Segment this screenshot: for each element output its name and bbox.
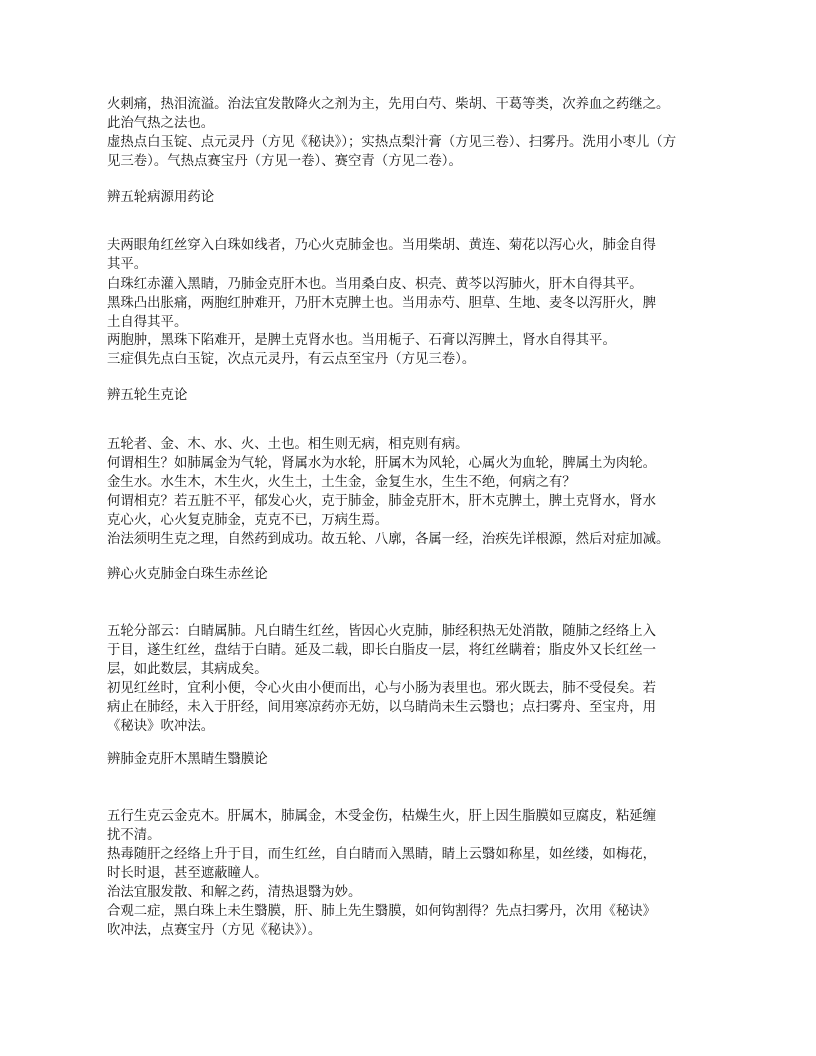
heading-text: 辨五轮生克论 <box>107 388 188 403</box>
text-line: 何谓相生？如肺属金为气轮，肾属水为水轮，肝属木为风轮，心属火为血轮，脾属土为肉轮。 <box>107 456 657 471</box>
paragraph <box>107 294 656 332</box>
heading-text: 辨肺金克肝木黑睛生翳膜论 <box>107 752 268 767</box>
text-line: 治法须明生克之理，自然药到成功。故五轮、八廓，各属一经，治疾先详根源，然后对症加减。 <box>107 532 670 547</box>
section-heading <box>107 188 214 207</box>
paragraph <box>107 530 669 549</box>
text-line: 虚热点白玉锭、点元灵丹（方见《秘诀》）；实热点梨汁膏（方见三卷）、扫雾丹。洗用小枣儿（方 <box>107 135 677 150</box>
section-heading <box>107 750 268 769</box>
text-line: 吹冲法，点赛宝丹（方见《秘诀》）。 <box>107 923 322 938</box>
text-line: 五行生克云金克木。肝属木，肺属金，木受金伤，枯燥生火，肝上因生脂膜如豆腐皮，粘延缠 <box>107 809 657 824</box>
text-line: 三症俱先点白玉锭，次点元灵丹，有云点至宝丹（方见三卷）。 <box>107 352 476 367</box>
text-line: 五轮者、金、木、水、火、土也。相生则无病，相克则有病。 <box>107 437 469 452</box>
paragraph <box>107 473 576 492</box>
text-line: 夫两眼角红丝穿入白珠如线者，乃心火克肺金也。当用柴胡、黄连、菊花以泻心火，肺金自得 <box>107 238 657 253</box>
heading-text: 辨五轮病源用药论 <box>107 190 215 205</box>
text-line: 《秘诀》吹冲法。 <box>107 719 215 734</box>
text-line: 火刺痛，热泪流溢。治法宜发散降火之剂为主，先用白芍、柴胡、干葛等类，次养血之药继之。 <box>107 97 670 112</box>
text-line: 层，如此数层，其病成矣。 <box>107 662 268 677</box>
paragraph <box>107 454 656 473</box>
text-line: 见三卷）。气热点赛宝丹（方见一卷）、赛空青（方见二卷）。 <box>107 154 462 169</box>
paragraph <box>107 350 475 369</box>
text-line: 何谓相克？若五脏不平，郁发心火，克于肺金，肺金克肝木，肝木克脾土，脾土克肾水，肾水 <box>107 494 657 509</box>
text-line: 扰不清。 <box>107 828 161 843</box>
text-line: 于目，遂生红丝，盘结于白睛。延及二载，即长白脂皮一层，将红丝瞒着；脂皮外又长红丝一 <box>107 643 657 658</box>
paragraph <box>107 679 656 736</box>
paragraph <box>107 435 469 454</box>
text-line: 合观二症，黑白珠上未生翳膜，肝、肺上先生翳膜，如何钩割得？先点扫雾丹，次用《秘诀》 <box>107 904 657 919</box>
text-line: 其平。 <box>107 257 148 272</box>
paragraph <box>107 845 656 883</box>
text-line: 两胞肿，黑珠下陷难开，是脾土克肾水也。当用栀子、石膏以泻脾土，肾水自得其平。 <box>107 333 616 348</box>
paragraph <box>107 236 656 274</box>
paragraph <box>107 807 656 845</box>
paragraph <box>107 275 643 294</box>
paragraph <box>107 95 669 133</box>
text-line: 黑珠凸出胀痛，两胞红肿难开，乃肝木克脾土也。当用赤芍、胆草、生地、麦冬以泻肝火，脾 <box>107 296 657 311</box>
paragraph <box>107 133 676 171</box>
text-line: 初见红丝时，宜利小便，令心火由小便而出，心与小肠为表里也。邪火既去，肺不受侵矣。若 <box>107 681 657 696</box>
text-line: 金生水。水生木，木生火，火生土，土生金，金复生水，生生不绝，何病之有？ <box>107 475 576 490</box>
text-line: 白珠红赤灌入黑睛，乃肺金克肝木也。当用桑白皮、枳壳、黄芩以泻肺火，肝木自得其平。 <box>107 277 643 292</box>
paragraph <box>107 492 656 530</box>
text-line: 热毒随肝之经络上升于目，而生红丝，自白睛而入黑睛，睛上云翳如称星，如丝缕，如梅花， <box>107 847 657 862</box>
text-line: 治法宜服发散、和解之药，清热退翳为妙。 <box>107 885 362 900</box>
paragraph <box>107 902 656 940</box>
text-line: 时长时退，甚至遮蔽瞳人。 <box>107 866 268 881</box>
text-line: 土自得其平。 <box>107 315 188 330</box>
paragraph <box>107 331 616 350</box>
heading-text: 辨心火克肺金白珠生赤丝论 <box>107 567 268 582</box>
paragraph <box>107 883 361 902</box>
section-heading <box>107 386 187 405</box>
text-line: 病止在肺经，未入于肝经，间用寒凉药亦无妨，以乌睛尚未生云翳也；点扫雾舟、至宝舟，用 <box>107 700 657 715</box>
section-heading <box>107 565 268 584</box>
text-line: 此治气热之法也。 <box>107 116 215 131</box>
text-line: 克心火，心火复克肺金，克克不已，万病生焉。 <box>107 513 389 528</box>
paragraph <box>107 622 656 679</box>
text-line: 五轮分部云：白睛属肺。凡白睛生红丝，皆因心火克肺，肺经积热无处消散，随肺之经络上入 <box>107 624 657 639</box>
